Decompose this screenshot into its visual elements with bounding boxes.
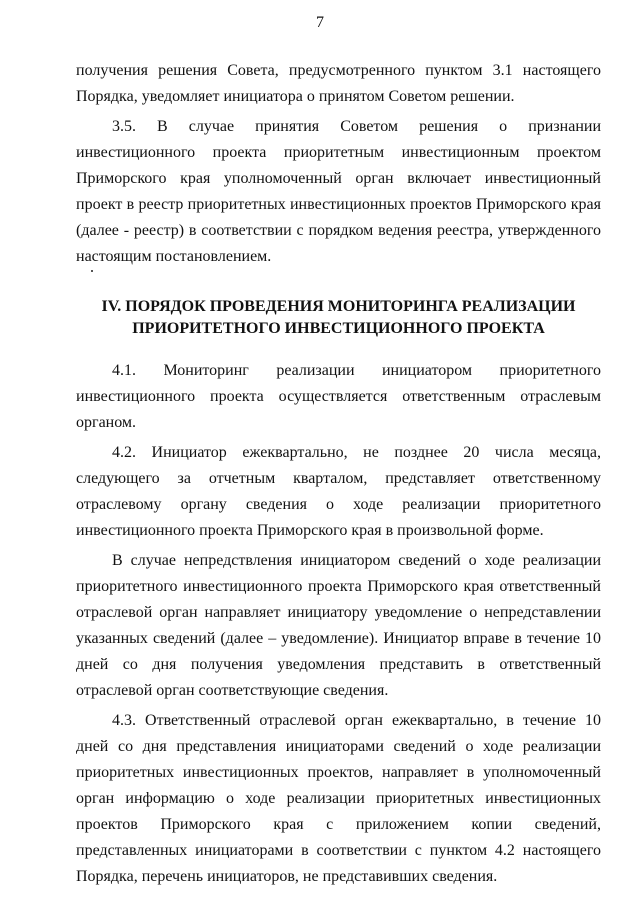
paragraph-continuation: получения решения Совета, предусмотренного пунктом 3.1 настоящего Порядка, уведомляет инициатора о принятом Советом решении. [76, 62, 601, 105]
document-body [76, 58, 601, 894]
paragraph-4-1: 4.1. Мониторинг реализации инициатором приоритетного инвестиционного проекта осуществляется ответственным отраслевым органом. [76, 362, 601, 431]
paragraph-4-2: 4.2. Инициатор ежеквартально, не позднее 20 числа месяца, следующего за отчетным кварталом, представляет ответственному отраслевому органу сведения о ходе реализации приоритетного инвестиционного проекта Приморского края в произвольной форме. [76, 444, 601, 539]
section-heading: IV. ПОРЯДОК ПРОВЕДЕНИЯ МОНИТОРИНГА РЕАЛИЗАЦИИ ПРИОРИТЕТНОГО ИНВЕСТИЦИОННОГО ПРОЕКТА [101, 298, 576, 337]
page-number: 7 [316, 14, 324, 31]
paragraph-3-5: 3.5. В случае принятия Советом решения о признании инвестиционного проекта приоритетным инвестиционным проектом Приморского края уполномоченный орган включает инвестиционный проект в реестр приоритетных инвестиционных проектов Приморского края (далее - реестр) в соответствии с порядком ведения реестра, утвержденного настоящим постановлением. [76, 118, 601, 265]
paragraph-4-3: 4.3. Ответственный отраслевой орган ежеквартально, в течение 10 дней со дня представления инициаторами сведений о ходе реализации приоритетных инвестиционных проектов, направляет в уполномоченный орган информацию о ходе реализации приоритетных инвестиционных проектов Приморского края с приложением копии сведений, представленных инициаторами в соответствии с пунктом 4.2 настоящего Порядка, перечень инициаторов, не представивших сведения. [76, 712, 601, 885]
paragraph-non-submission: В случае непредствления инициатором сведений о ходе реализации приоритетного инвестиционного проекта Приморского края ответственный отраслевой орган направляет инициатору уведомление о непредставлении указанных сведений (далее – уведомление). Инициатор вправе в течение 10 дней со дня получения уведомления представить в ответственный отраслевой орган соответствующие сведения. [76, 552, 601, 699]
